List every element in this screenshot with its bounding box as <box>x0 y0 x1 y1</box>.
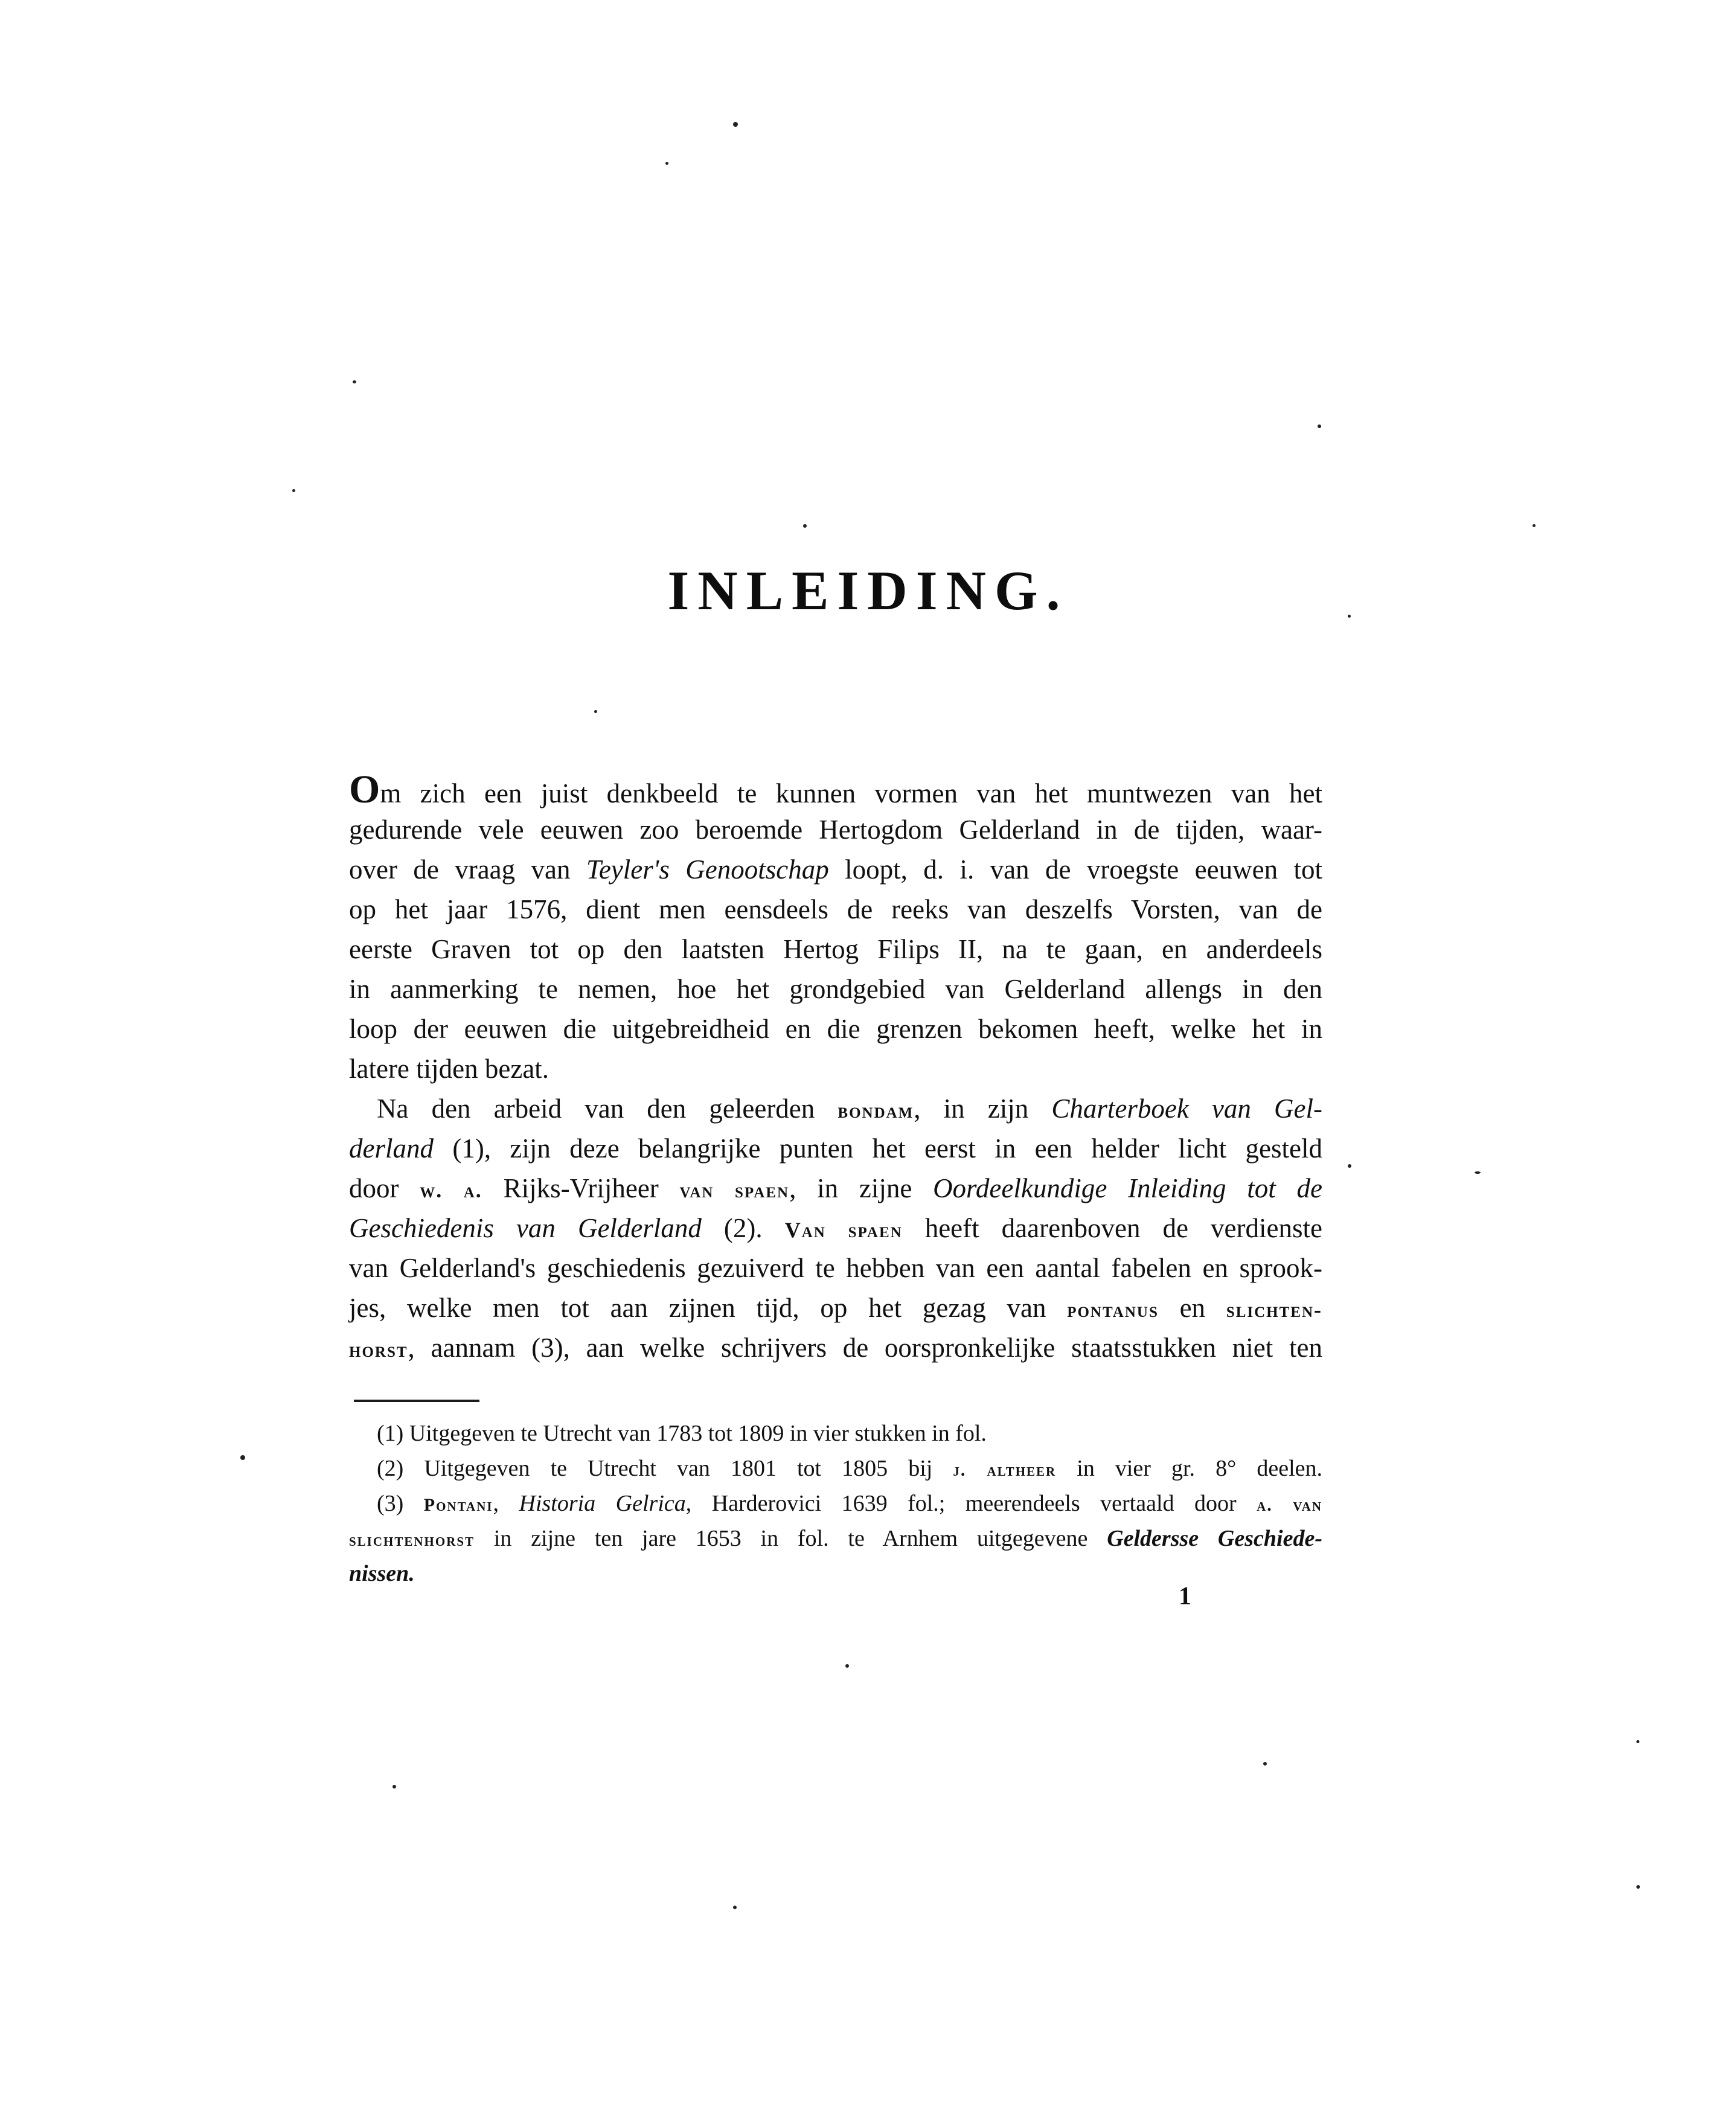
italic-title-span: Charterboek van Gel- <box>1051 1093 1322 1124</box>
footnote-divider <box>354 1400 479 1402</box>
text-line-2: gedurende vele eeuwen zoo beroemde Hertogdom Gelderland in de tijden, waar- <box>349 815 1322 845</box>
text-line-9 <box>349 1089 1322 1129</box>
text-span: jes, welke men tot aan zijnen tijd, op het gezag van <box>349 1293 1068 1323</box>
scan-speck <box>292 489 295 492</box>
italic-title-span: derland <box>349 1133 434 1164</box>
text-span: door <box>349 1173 420 1203</box>
text-line-1 <box>349 767 1322 812</box>
scan-speck <box>1636 1885 1640 1889</box>
text-span: in zijne ten jare 1653 in fol. te Arnhem uitgegevene <box>475 1526 1107 1551</box>
footnote-2 <box>349 1451 1322 1486</box>
text-line-7: loop der eeuwen die uitgebreidheid en die grenzen bekomen heeft, welke het in <box>349 1014 1322 1044</box>
italic-title-span: Teyler's Genootschap <box>586 854 829 885</box>
drop-cap: O <box>349 767 380 812</box>
scan-speck <box>1318 424 1321 428</box>
scan-speck <box>1533 524 1536 527</box>
text-line-1-rest: m zich een juist denkbeeld te kunnen vormen van het muntwezen van het <box>380 778 1322 808</box>
text-span: , <box>493 1491 519 1516</box>
scan-speck <box>1263 1762 1267 1766</box>
italic-title-span: Geschiedenis van Gelderland <box>349 1213 702 1243</box>
small-caps-name: horst <box>349 1337 408 1362</box>
scan-speck <box>594 710 597 713</box>
text-span: in vier gr. 8° deelen. <box>1056 1456 1323 1481</box>
italic-title-span: Historia Gelrica <box>519 1491 686 1516</box>
scan-speck <box>1636 1740 1639 1743</box>
text-line-14 <box>349 1288 1322 1328</box>
text-span: , in zijn <box>914 1093 1052 1124</box>
text-span: (2) Uitgegeven te Utrecht van 1801 tot 1805 bij <box>377 1456 953 1481</box>
scan-speck <box>733 122 738 127</box>
footnote-3-line-2 <box>349 1521 1322 1556</box>
small-caps-name: bondam <box>838 1098 914 1122</box>
italic-title-span: Oordeelkundige Inleiding tot de <box>933 1173 1322 1203</box>
small-caps-name: Van spaen <box>784 1218 903 1242</box>
small-caps-name: j. altheer <box>953 1460 1057 1480</box>
text-line-6: in aanmerking te nemen, hoe het grondgebied van Gelderland allengs in den <box>349 974 1322 1004</box>
text-line-11 <box>349 1168 1322 1208</box>
footnotes <box>349 1416 1322 1591</box>
page-number: 1 <box>1179 1583 1191 1610</box>
text-span: heeft daarenboven de verdienste <box>902 1213 1322 1243</box>
small-caps-name: Pontani <box>423 1495 493 1515</box>
scan-speck <box>1348 1164 1351 1168</box>
scan-speck <box>845 1664 849 1668</box>
scan-speck <box>353 380 356 383</box>
text-span: , in zijne <box>789 1173 934 1203</box>
text-span: loopt, d. i. van de vroegste eeuwen tot <box>828 854 1322 885</box>
scan-speck <box>1348 615 1351 618</box>
footnote-3-line-1 <box>349 1486 1322 1521</box>
footnote-1: (1) Uitgegeven te Utrecht van 1783 tot 1809 in vier stukken in fol. <box>377 1421 987 1446</box>
small-caps-name: pontanus <box>1067 1298 1159 1322</box>
small-caps-name: slichtenhorst <box>349 1530 475 1550</box>
scan-speck <box>392 1785 396 1788</box>
main-text <box>349 767 1322 1368</box>
small-caps-name: van spaen <box>679 1178 790 1202</box>
scan-speck <box>733 1906 737 1909</box>
text-span: (2). <box>701 1213 785 1243</box>
scan-speck <box>803 524 807 528</box>
chapter-title: INLEIDING. <box>667 560 1069 621</box>
text-span: (3) <box>377 1491 424 1516</box>
scan-speck <box>665 162 668 165</box>
small-caps-name: a. van <box>1257 1495 1322 1515</box>
text-line-4: op het jaar 1576, dient men eensdeels de reeks van deszelfs Vorsten, van de <box>349 894 1322 924</box>
text-span: , Harderovici 1639 fol.; meerendeels vertaald door <box>685 1491 1257 1516</box>
text-line-15 <box>349 1328 1322 1368</box>
text-span: (1), zijn deze belangrijke punten het eerst in een helder licht gesteld <box>434 1133 1322 1164</box>
text-line-10 <box>349 1129 1322 1168</box>
text-span: en <box>1158 1293 1226 1323</box>
italic-title-span: Geldersse Geschiede- <box>1107 1526 1322 1551</box>
footnote-3-line-3: nissen. <box>349 1561 415 1586</box>
scan-speck <box>240 1455 245 1460</box>
text-span: Rijks-Vrijheer <box>482 1173 680 1203</box>
small-caps-name: slichten- <box>1226 1298 1322 1322</box>
text-line-8: latere tijden bezat. <box>349 1054 549 1084</box>
small-caps-name: w. a. <box>420 1178 482 1202</box>
text-line-3 <box>349 850 1322 889</box>
text-line-12 <box>349 1208 1322 1248</box>
text-span: Na den arbeid van den geleerden <box>377 1093 838 1124</box>
text-line-13: van Gelderland's geschiedenis gezuiverd te hebben van een aantal fabelen en sprook- <box>349 1253 1322 1283</box>
text-span: , aannam (3), aan welke schrijvers de oorspronkelijke staatsstukken niet ten <box>408 1333 1322 1363</box>
text-span: over de vraag van <box>349 854 586 885</box>
scan-speck <box>1475 1171 1481 1174</box>
text-line-5: eerste Graven tot op den laatsten Hertog Filips II, na te gaan, en anderdeels <box>349 934 1322 964</box>
